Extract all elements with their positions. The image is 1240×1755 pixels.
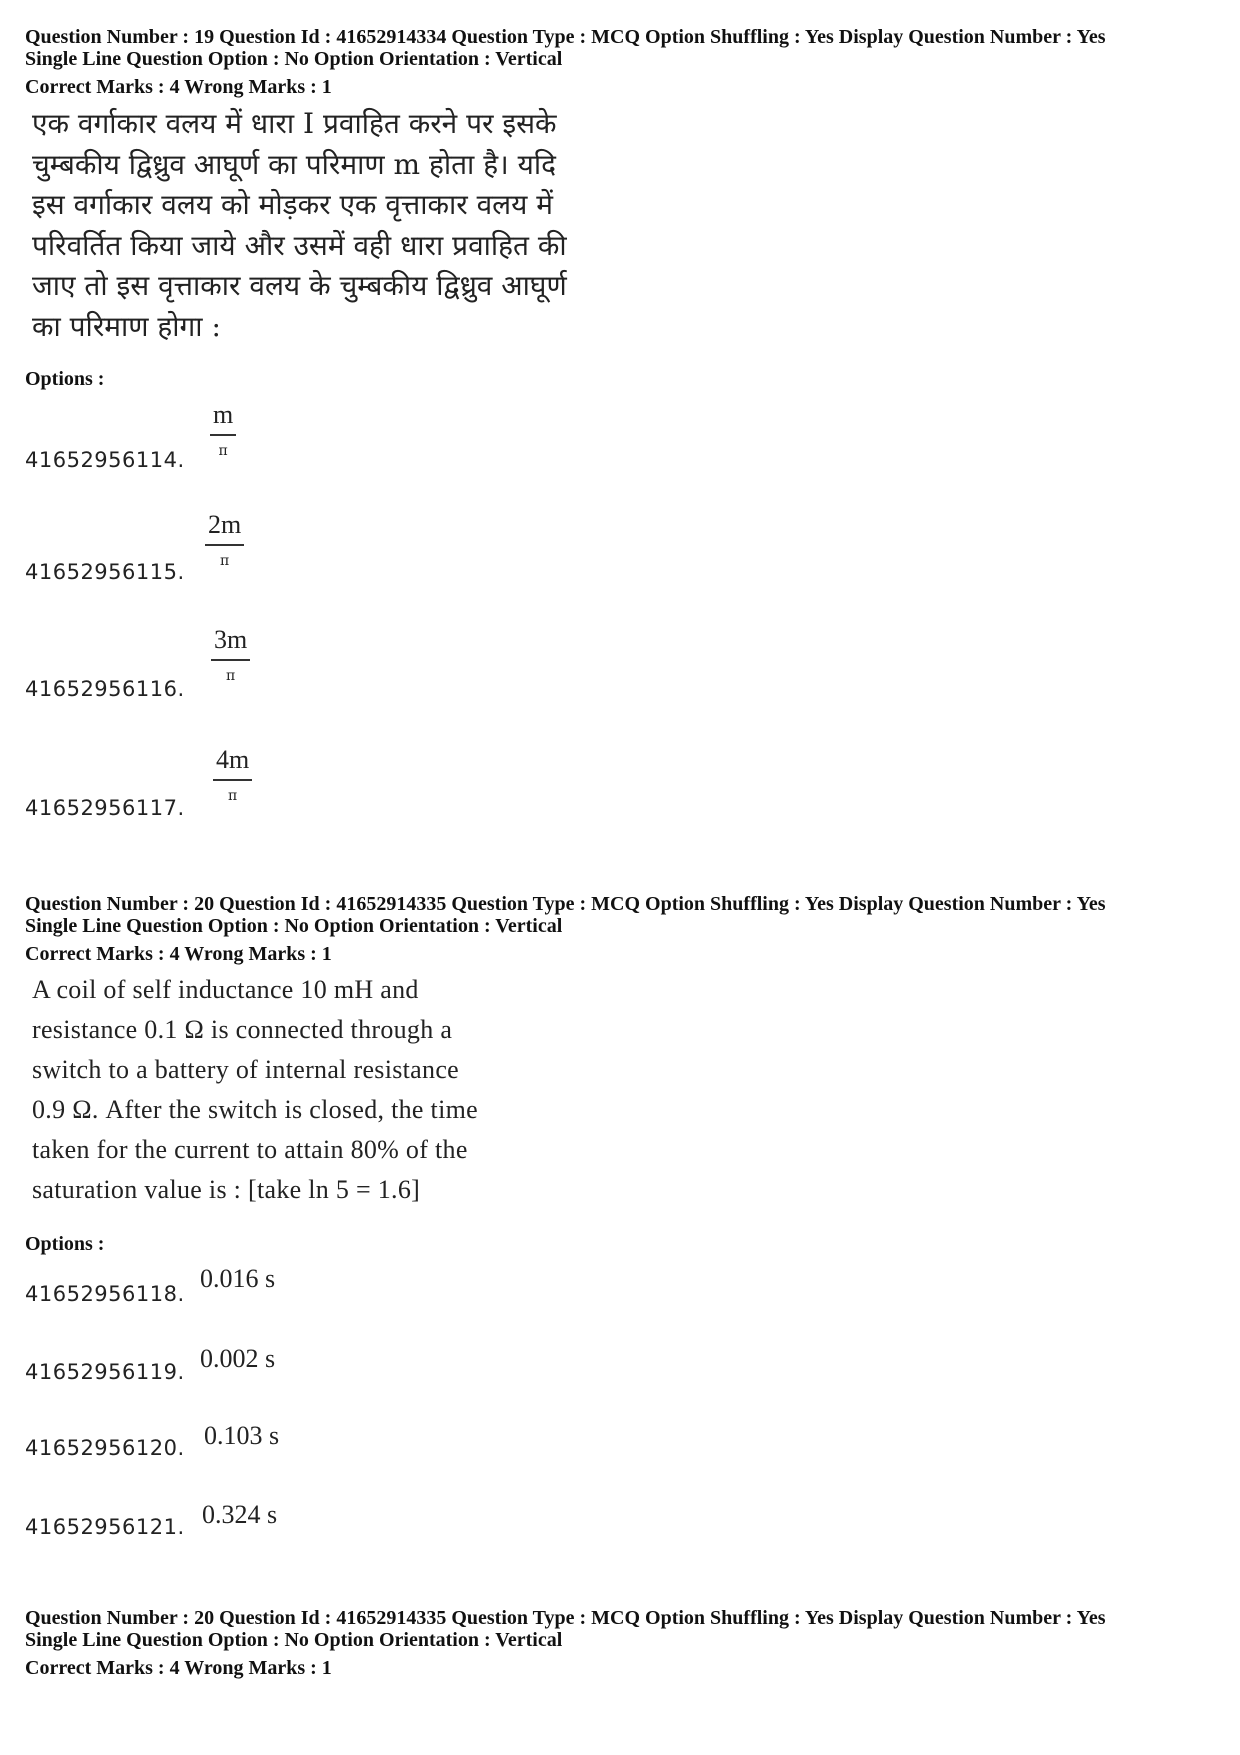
question-line: जाए तो इस वृत्ताकार वलय के चुम्बकीय द्विध्रुव आघूर्ण	[32, 269, 567, 302]
fraction-numerator: m	[210, 400, 236, 436]
question-20-options-label: Options :	[25, 1233, 105, 1255]
question-19-meta-line1: Question Number : 19 Question Id : 41652914334 Question Type : MCQ Option Shuffling : Yes Display Question Number : Yes	[25, 26, 1106, 48]
question-line: 0.9 Ω. After the switch is closed, the time	[32, 1095, 478, 1124]
fraction-numerator: 4m	[213, 745, 252, 781]
option-id: 41652956119.	[25, 1360, 185, 1384]
option-id: 41652956120.	[25, 1436, 185, 1460]
option-fraction	[213, 745, 252, 807]
question-line: saturation value is : [take ln 5 = 1.6]	[32, 1175, 421, 1204]
option-id: 41652956114.	[25, 448, 185, 472]
option-fraction	[210, 400, 236, 462]
question-line: resistance 0.1 Ω is connected through a	[32, 1015, 453, 1044]
option-id: 41652956115.	[25, 560, 185, 584]
question-line: इस वर्गाकार वलय को मोड़कर एक वृत्ताकार वलय में	[32, 188, 554, 221]
question-line: परिवर्तित किया जाये और उसमें वही धारा प्रवाहित की	[32, 228, 567, 262]
fraction-denominator: π	[226, 668, 236, 684]
option-fraction	[211, 625, 250, 687]
question-20-repeat-meta-line1: Question Number : 20 Question Id : 41652914335 Question Type : MCQ Option Shuffling : Yes Display Question Number : Yes	[25, 1607, 1106, 1629]
option-value: 0.016 s	[200, 1264, 276, 1293]
question-19-meta	[25, 26, 1105, 98]
question-20-meta-line3: Correct Marks : 4 Wrong Marks : 1	[25, 943, 332, 965]
question-line: switch to a battery of internal resistance	[32, 1055, 459, 1084]
option-value: 0.324 s	[202, 1500, 278, 1529]
question-19-options-label: Options :	[25, 368, 105, 390]
fraction-denominator: π	[218, 443, 228, 459]
question-20-meta-line1: Question Number : 20 Question Id : 41652914335 Question Type : MCQ Option Shuffling : Yes Display Question Number : Yes	[25, 893, 1106, 915]
question-20-meta	[25, 893, 1105, 965]
question-19-meta-line2: Single Line Question Option : No Option Orientation : Vertical	[25, 48, 563, 70]
question-20-meta-line2: Single Line Question Option : No Option Orientation : Vertical	[25, 915, 563, 937]
option-id: 41652956121.	[25, 1515, 185, 1539]
question-line: taken for the current to attain 80% of the	[32, 1135, 468, 1164]
question-19-meta-line3: Correct Marks : 4 Wrong Marks : 1	[25, 76, 332, 98]
option-value: 0.103 s	[204, 1421, 280, 1450]
question-20-repeat-meta-line3: Correct Marks : 4 Wrong Marks : 1	[25, 1657, 332, 1679]
fraction-denominator: π	[228, 788, 238, 804]
option-fraction	[205, 510, 244, 572]
option-id: 41652956116.	[25, 677, 185, 701]
question-line: एक वर्गाकार वलय में धारा I प्रवाहित करने पर इसके	[32, 107, 557, 140]
question-line: A coil of self inductance 10 mH and	[32, 975, 419, 1004]
option-id: 41652956118.	[25, 1282, 185, 1306]
question-line: का परिमाण होगा :	[32, 309, 221, 343]
question-20-repeat-meta-line2: Single Line Question Option : No Option Orientation : Vertical	[25, 1629, 563, 1651]
question-19-text	[32, 104, 567, 347]
option-value: 0.002 s	[200, 1344, 276, 1373]
fraction-numerator: 3m	[211, 625, 250, 661]
option-id: 41652956117.	[25, 796, 185, 820]
question-line: चुम्बकीय द्विध्रुव आघूर्ण का परिमाण m होता है। यदि	[32, 147, 556, 181]
question-20-text	[32, 970, 478, 1210]
question-20-repeat-meta	[25, 1607, 1105, 1679]
fraction-numerator: 2m	[205, 510, 244, 546]
fraction-denominator: π	[220, 553, 230, 569]
